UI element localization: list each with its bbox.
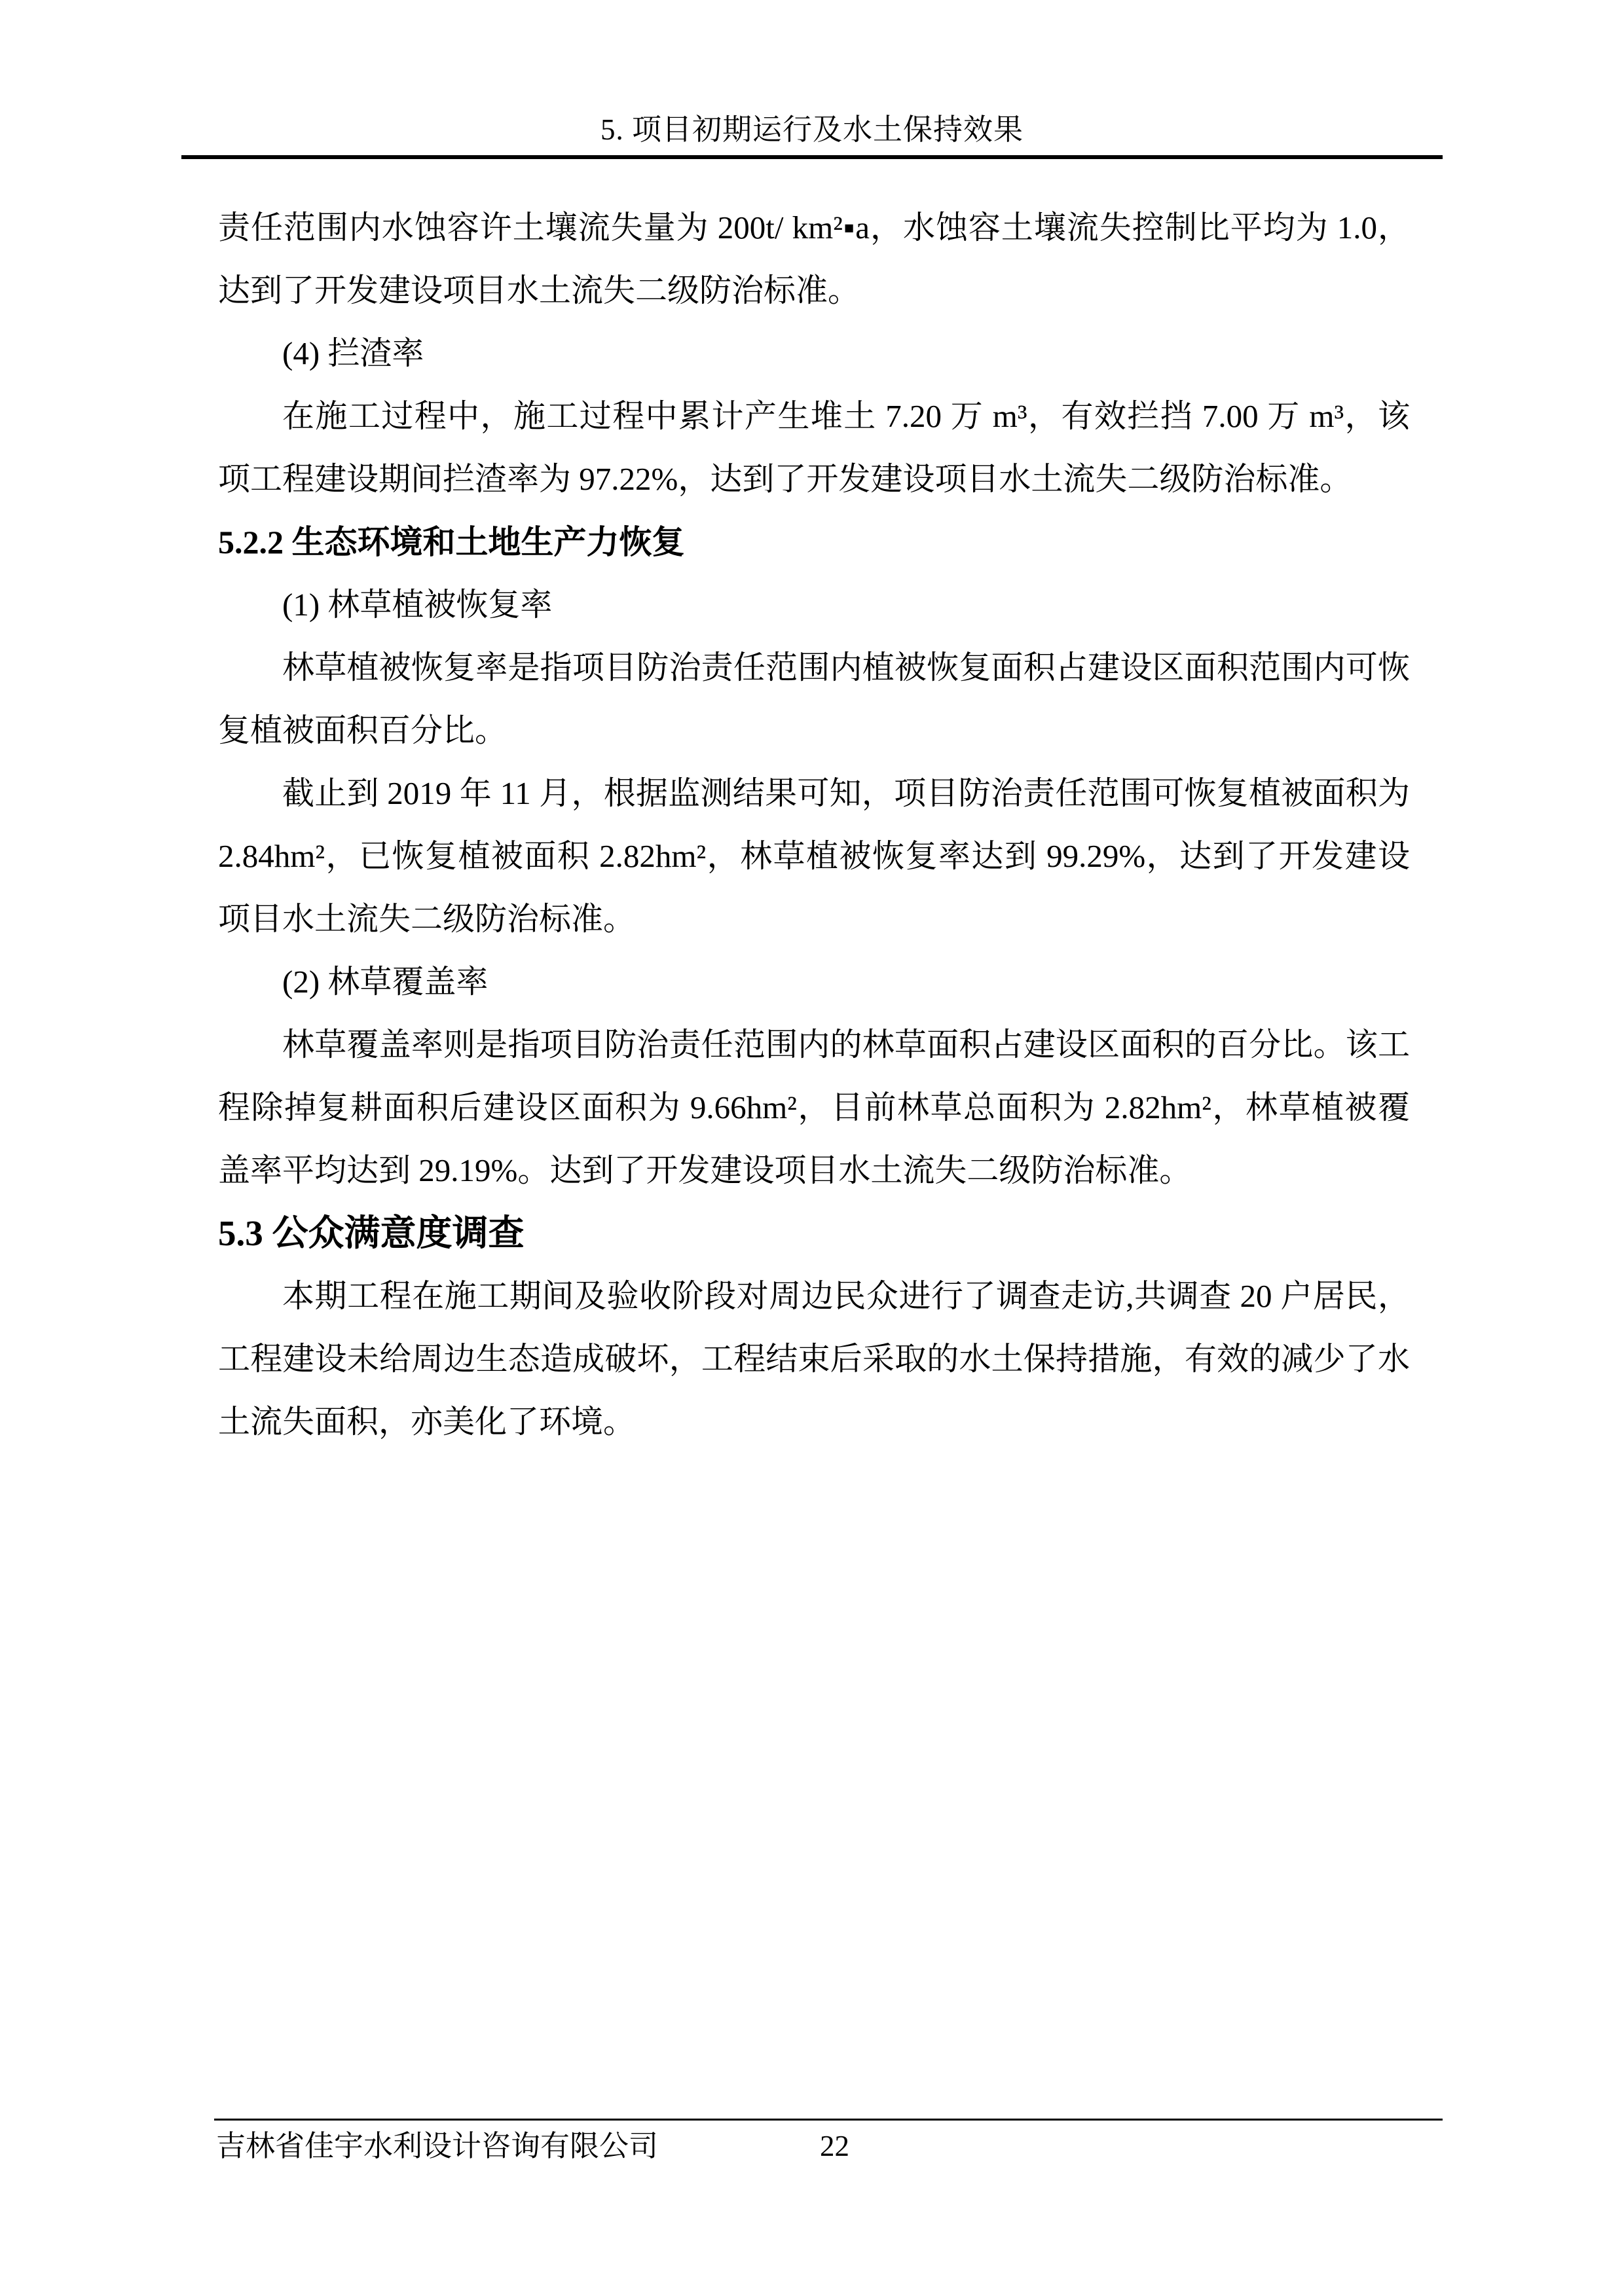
paragraph-soil-loss-control: 责任范围内水蚀容许土壤流失量为 200t/ km²▪a，水蚀容土壤流失控制比平均为 1.0，达到了开发建设项目水土流失二级防治标准。 <box>218 210 1410 308</box>
paragraph-coverage-result: 林草覆盖率则是指项目防治责任范围内的林草面积占建设区面积的百分比。该工程除掉复耕面积后建设区面积为 9.66hm²，目前林草总面积为 2.82hm²，林草植被覆盖率平均达到 29.19%。达到了开发建设项目水土流失二级防治标准。 <box>218 1027 1410 1188</box>
heading-5-3: 5.3 公众满意度调查 <box>218 1213 525 1253</box>
header-rule <box>181 155 1443 159</box>
paragraph-recovery-result: 截止到 2019 年 11 月，根据监测结果可知，项目防治责任范围可恢复植被面积为 2.84hm²，已恢复植被面积 2.82hm²，林草植被恢复率达到 99.29%，达到了开发建设项目水土流失二级防治标准。 <box>218 775 1410 937</box>
page-body <box>218 196 1410 1453</box>
footer-company-name: 吉林省佳宇水利设计咨询有限公司 <box>216 2130 659 2162</box>
heading-5-2-2: 5.2.2 生态环境和土地生产力恢复 <box>218 524 685 560</box>
page-number: 22 <box>820 2130 849 2162</box>
list-item-4-slag-rate: (4) 拦渣率 <box>282 335 424 371</box>
paragraph-public-survey: 本期工程在施工期间及验收阶段对周边民众进行了调查走访,共调查 20 户居民，工程建设未给周边生态造成破坏，工程结束后采取的水土保持措施，有效的减少了水土流失面积，亦美化了环境。 <box>218 1278 1410 1440</box>
footer-rule <box>214 2119 1443 2121</box>
paragraph-slag-rate: 在施工过程中，施工过程中累计产生堆土 7.20 万 m³，有效拦挡 7.00 万 m³，该项工程建设期间拦渣率为 97.22%，达到了开发建设项目水土流失二级防治标准。 <box>218 398 1410 497</box>
list-item-2-grass-coverage: (2) 林草覆盖率 <box>282 964 489 1000</box>
list-item-1-vegetation-recovery: (1) 林草植被恢复率 <box>282 587 553 623</box>
paragraph-recovery-definition: 林草植被恢复率是指项目防治责任范围内植被恢复面积占建设区面积范围内可恢复植被面积百分比。 <box>218 649 1410 748</box>
chapter-header-title: 5. 项目初期运行及水土保持效果 <box>600 113 1024 146</box>
